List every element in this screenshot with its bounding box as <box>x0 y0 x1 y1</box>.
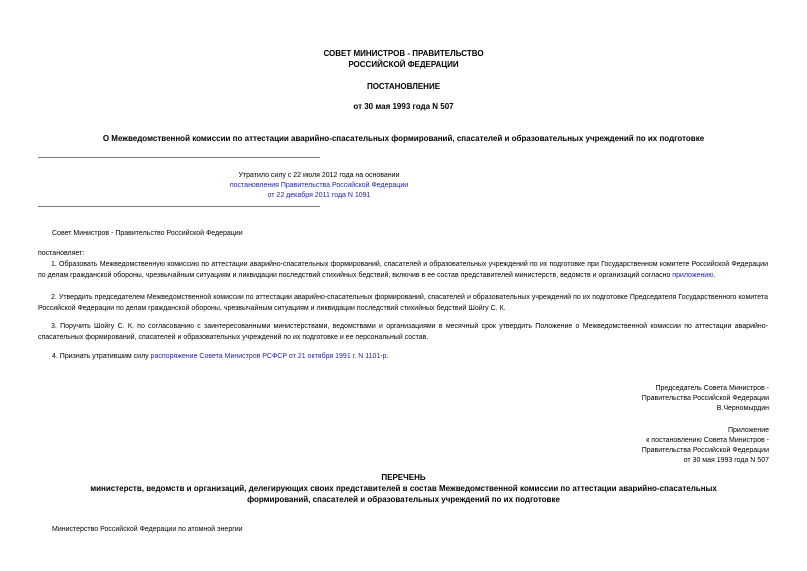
paragraph-4-text: 4. Признать утратившим силу <box>52 353 151 360</box>
paragraph-4-end: . <box>386 353 389 360</box>
page-title: О Межведомственной комиссии по аттестации аварийно-спасательных формирований, спасателей и образовательных учреждений по их подготовке <box>102 134 705 143</box>
list-subheading-line1: министерств, ведомств и организаций, делегирующих своих представителей в состав Межведомственной комиссии по аттестации аварийно-спасательных <box>90 484 717 493</box>
paragraph-2 <box>38 292 768 314</box>
paragraph-2-text: 2. Утвердить председателем Межведомственной комиссии по аттестации аварийно-спасательных формирований, спасателей и образовательных учреждений по их подготовке Председателя Государственного комитета Российской Федерации по делам гражданской обороны, чрезвычайным ситуациям и ликвидации последствий стихийных бедствий Шойгу С. К. <box>38 294 768 312</box>
doc-date: от 30 мая 1993 года N 507 <box>353 102 454 111</box>
resolves-text: постановляет: <box>38 250 85 257</box>
list-subheading-line2: формирований, спасателей и образовательных учреждений по их подготовке <box>247 495 560 504</box>
list-item: Министерство Российской Федерации по атомной энергии <box>52 526 243 533</box>
repeal-decree-link-line1[interactable]: постановления Правительства Российской Федерации <box>229 182 409 189</box>
paragraph-1-text: 1. Образовать Межведомственную комиссию по аттестации аварийно-спасательных формирований, спасателей и образовательных учреждений по их подготовке при Государственном комитете Российской Федерации по делам гражданской обороны, чрезвычайным ситуациям и ликвидации последствий стихийных бедствий, включив в ее состав представителей министерств, ведомств и организаций согласно <box>38 261 768 279</box>
paragraph-3 <box>38 321 768 343</box>
rsfsr-order-link[interactable]: распоряжение Совета Министров РСФСР от 21 октября 1991 г. N 1101-р <box>150 353 387 360</box>
repeal-decree-link-line2[interactable]: от 22 декабря 2011 года N 1091 <box>267 192 371 199</box>
signature-title-line2: Правительства Российской Федерации <box>641 395 769 402</box>
list-heading: ПЕРЕЧЕНЬ <box>381 473 426 482</box>
org-name-line1: СОВЕТ МИНИСТРОВ - ПРАВИТЕЛЬСТВО <box>323 49 484 58</box>
appendix-date: от 30 мая 1993 года N 507 <box>683 457 769 464</box>
intro-text: Совет Министров - Правительство Российской Федерации <box>52 230 243 237</box>
org-name-line2: РОССИЙСКОЙ ФЕДЕРАЦИИ <box>348 60 459 69</box>
paragraph-3-text: 3. Поручить Шойгу С. К. по согласованию с заинтересованными министерствами, ведомствами и организациями в месячный срок утвердить Положение о Межведомственной комиссии по аттестации аварийно-спасательных формирований, спасателей и образовательных учреждений по их подготовке и ее персональный состав. <box>38 323 768 341</box>
signature-name: В.Черномырдин <box>716 405 769 412</box>
paragraph-4 <box>52 352 388 362</box>
paragraph-1 <box>38 259 768 281</box>
divider-bottom <box>38 206 320 207</box>
paragraph-1-end: . <box>713 272 716 279</box>
appendix-label: Приложение <box>727 427 769 434</box>
signature-title-line1: Председатель Совета Министров - <box>655 385 769 392</box>
appendix-ref-line1: к постановлению Совета Министров - <box>646 437 769 444</box>
appendix-link[interactable]: приложению <box>672 272 714 279</box>
appendix-ref-line2: Правительства Российской Федерации <box>641 447 769 454</box>
doc-type: ПОСТАНОВЛЕНИЕ <box>366 82 441 91</box>
status-note-text: Утратило силу с 22 июля 2012 года на основании <box>238 172 400 179</box>
divider-top <box>38 157 320 158</box>
